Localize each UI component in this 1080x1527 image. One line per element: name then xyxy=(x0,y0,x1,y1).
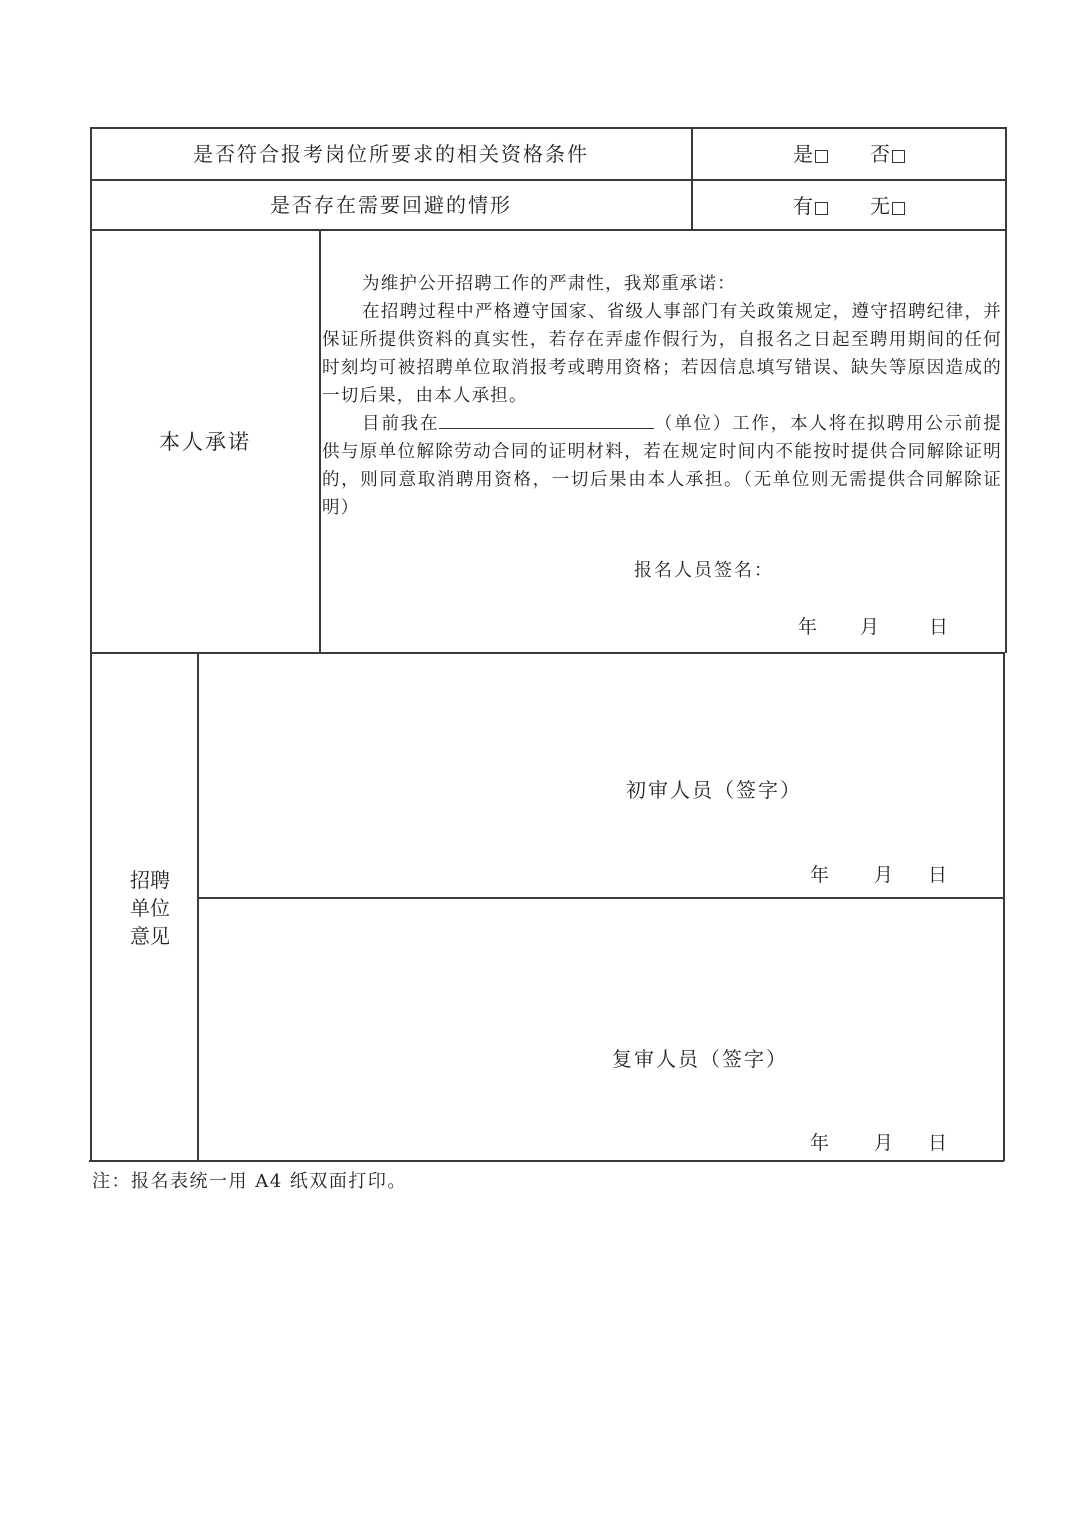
row-divider-3 xyxy=(90,652,1005,654)
initial-review-date-day: 日 xyxy=(928,864,948,886)
final-review-date-year: 年 xyxy=(810,1132,830,1154)
options-column-divider xyxy=(691,127,693,230)
initial-review-date-month: 月 xyxy=(874,864,894,886)
avoidance-no-checkbox[interactable] xyxy=(892,202,905,215)
initial-review-date xyxy=(810,866,947,885)
final-review-date-month: 月 xyxy=(874,1132,894,1154)
avoidance-yes-checkbox[interactable] xyxy=(815,202,828,215)
qualification-yes-label: 是 xyxy=(793,142,813,166)
pledge-date-month: 月 xyxy=(860,616,880,638)
pledge-text xyxy=(322,270,1002,522)
table-border-right-lower xyxy=(1003,652,1005,1161)
avoidance-label: 是否存在需要回避的情形 xyxy=(270,193,512,217)
table-border-left xyxy=(90,127,92,1161)
table-border-bottom xyxy=(89,1160,1004,1162)
pledge-date-day: 日 xyxy=(929,616,949,638)
pledge-date xyxy=(798,618,948,637)
current-employer-blank[interactable] xyxy=(439,410,654,429)
qualification-options xyxy=(793,144,905,164)
pledge-label: 本人承诺 xyxy=(159,430,251,454)
avoidance-options xyxy=(793,196,905,216)
qualification-no-checkbox[interactable] xyxy=(892,150,905,163)
pledge-paragraph-3-prefix: 目前我在 xyxy=(362,414,440,434)
avoidance-no-label: 无 xyxy=(870,194,890,218)
opinion-column-divider xyxy=(197,652,199,1161)
pledge-paragraph-3 xyxy=(322,410,1002,522)
qualification-yes-option[interactable] xyxy=(793,144,828,164)
footnote: 注：报名表统一用 A4 纸双面打印。 xyxy=(92,1171,407,1192)
avoidance-yes-option[interactable] xyxy=(793,196,828,216)
avoidance-no-option[interactable] xyxy=(870,196,905,216)
final-review-date-day: 日 xyxy=(928,1132,948,1154)
applicant-signature-label: 报名人员签名： xyxy=(634,560,774,581)
table-border-right-upper xyxy=(1005,127,1007,653)
pledge-column-divider xyxy=(319,229,321,653)
avoidance-yes-label: 有 xyxy=(793,194,813,218)
initial-review-label: 初审人员（签字） xyxy=(626,778,802,802)
final-review-date xyxy=(810,1134,947,1153)
pledge-paragraph-1: 为维护公开招聘工作的严肃性，我郑重承诺： xyxy=(362,274,736,294)
pledge-paragraph-2: 在招聘过程中严格遵守国家、省级人事部门有关政策规定，遵守招聘纪律，并保证所提供资料的真实性，若存在弄虚作假行为，自报名之日起至聘用期间的任何时刻均可被招聘单位取消报考或聘用资格；若因信息填写错误、缺失等原因造成的一切后果，由本人承担。 xyxy=(322,302,1002,406)
unit-opinion-label: 招聘单位意见 xyxy=(130,868,170,948)
qualification-yes-checkbox[interactable] xyxy=(815,150,828,163)
pledge-date-year: 年 xyxy=(798,616,818,638)
qualification-no-option[interactable] xyxy=(870,144,905,164)
initial-review-date-year: 年 xyxy=(810,864,830,886)
final-review-label: 复审人员（签字） xyxy=(612,1047,788,1071)
qualification-label: 是否符合报考岗位所要求的相关资格条件 xyxy=(193,142,589,166)
row-divider-1 xyxy=(90,179,1006,181)
row-divider-4 xyxy=(198,897,1004,899)
qualification-no-label: 否 xyxy=(870,142,890,166)
row-divider-2 xyxy=(90,229,1006,231)
pledge-paragraph-3-suffix: （单位）工作，本人将在拟聘用公示前提供与原单位解除劳动合同的证明材料，若在规定时间内不能按时提供合同解除证明的，则同意取消聘用资格，一切后果由本人承担。（无单位则无需提供合同解除证明） xyxy=(322,414,1002,518)
table-border-top xyxy=(90,127,1006,129)
